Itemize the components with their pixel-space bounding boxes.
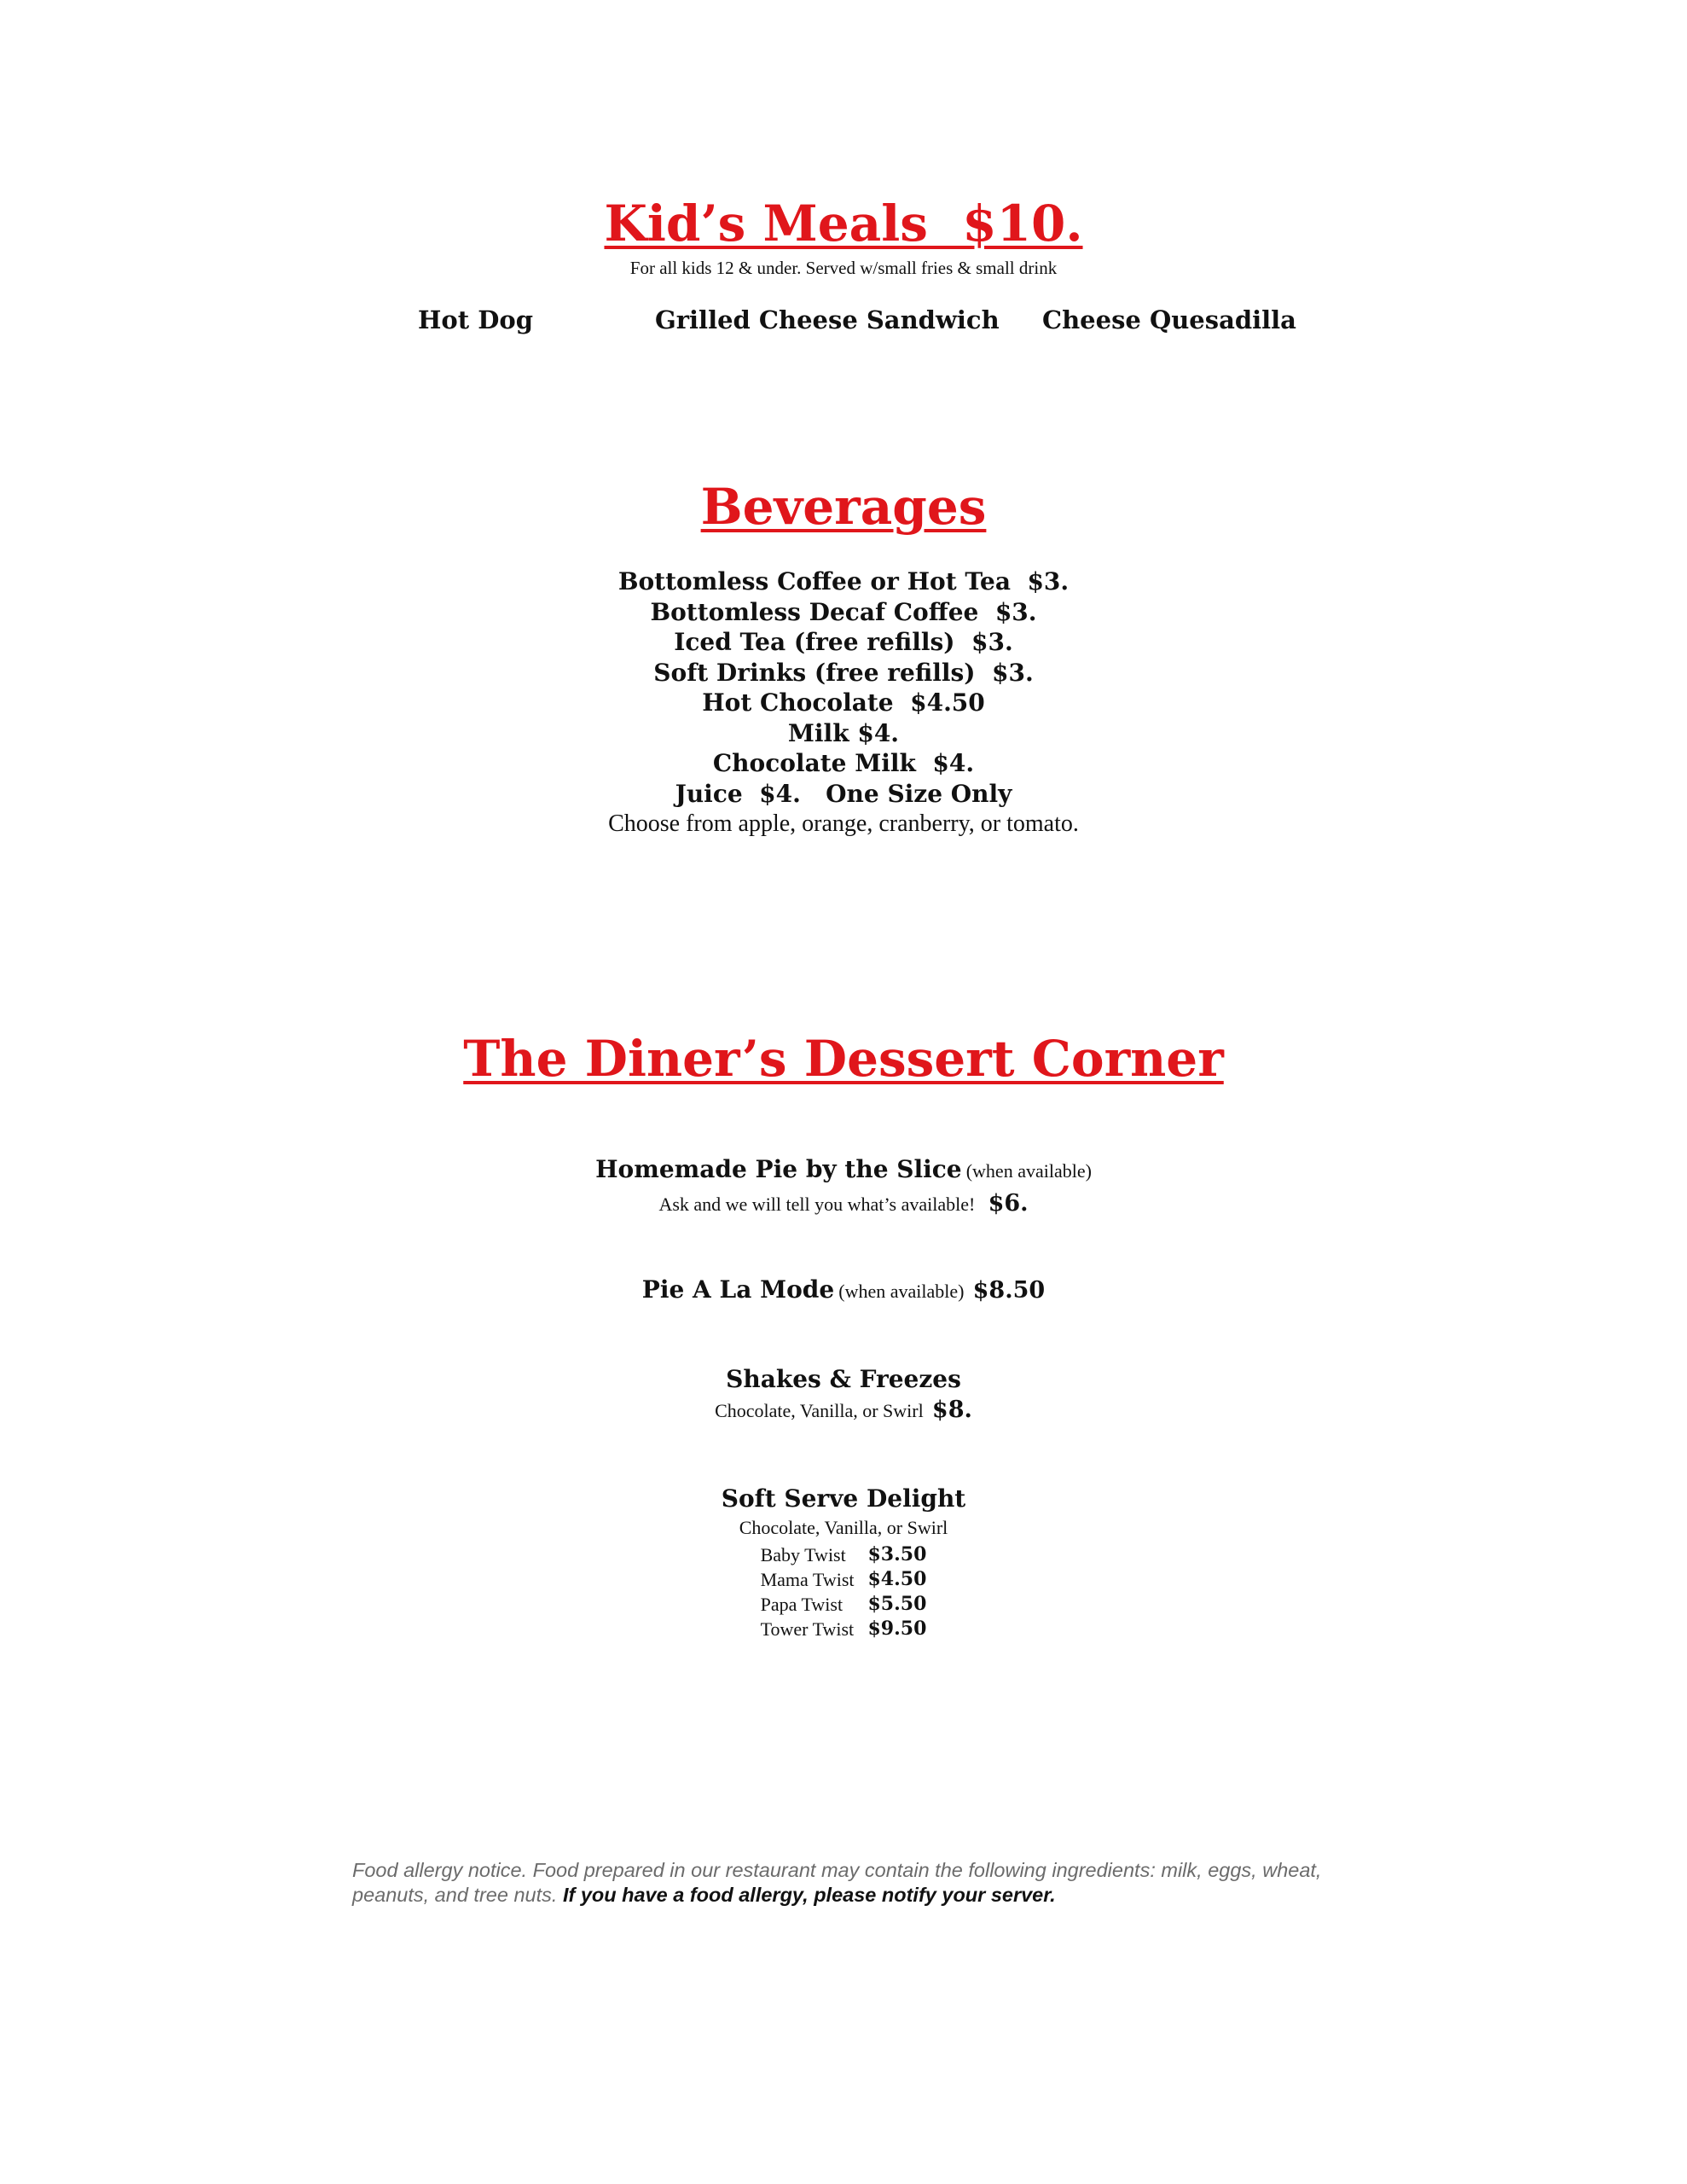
kids-meals-subtitle: For all kids 12 & under. Served w/small fries & small drink	[629, 258, 1058, 278]
size-price: $4.50	[867, 1568, 927, 1590]
soft-serve-item	[0, 1484, 1687, 1641]
list-item	[754, 1617, 934, 1641]
beverage-item: Milk $4.	[787, 718, 900, 747]
shakes-price: $8.	[931, 1397, 972, 1423]
soft-serve-sizes	[754, 1542, 934, 1641]
pie-by-slice-item	[0, 1153, 1687, 1221]
list-item	[754, 1567, 934, 1592]
allergy-notice	[352, 1858, 1342, 1908]
list-item	[754, 1542, 934, 1567]
size-name: Tower Twist	[760, 1618, 855, 1640]
size-price: $9.50	[867, 1618, 927, 1640]
beverage-item: Chocolate Milk $4.	[712, 749, 975, 777]
beverages-list	[0, 566, 1687, 839]
size-price: $5.50	[867, 1593, 927, 1615]
pie-price: $6.	[988, 1190, 1029, 1217]
pie-title: Homemade Pie by the Slice	[595, 1155, 962, 1183]
shakes-title: Shakes & Freezes	[726, 1365, 961, 1393]
allergy-notice-emphasis: If you have a food allergy, please notify your server.	[562, 1884, 1056, 1906]
beverage-item: Bottomless Decaf Coffee $3.	[650, 597, 1037, 626]
a-la-mode-availability: (when available)	[838, 1281, 965, 1302]
kids-item-grilled-cheese: Grilled Cheese Sandwich	[655, 305, 1000, 334]
beverage-item: Soft Drinks (free refills) $3.	[653, 658, 1034, 687]
kids-item-quesadilla: Cheese Quesadilla	[1042, 305, 1296, 334]
a-la-mode-title: Pie A La Mode	[641, 1275, 835, 1304]
size-name: Baby Twist	[760, 1544, 846, 1565]
soft-serve-flavors: Chocolate, Vanilla, or Swirl	[739, 1517, 948, 1538]
list-item	[754, 1592, 934, 1617]
allergy-notice-text: Food allergy notice. Food prepared in our restaurant may contain the following ingredients: milk, eggs, wheat, peanuts, and tree nuts.	[352, 1859, 1322, 1906]
kids-item-hot-dog: Hot Dog	[418, 305, 534, 334]
shakes-flavors: Chocolate, Vanilla, or Swirl	[715, 1400, 924, 1421]
dessert-heading: The Diner’s Dessert Corner	[463, 1030, 1224, 1088]
size-price: $3.50	[867, 1543, 927, 1565]
pie-note: Ask and we will tell you what’s available!	[658, 1194, 976, 1215]
kids-meals-heading: Kid’s Meals $10.	[604, 195, 1083, 253]
soft-serve-title: Soft Serve Delight	[721, 1484, 966, 1513]
pie-availability: (when available)	[965, 1160, 1092, 1182]
pie-a-la-mode-item	[0, 1274, 1687, 1310]
beverage-item: Bottomless Coffee or Hot Tea $3.	[617, 567, 1070, 595]
size-name: Mama Twist	[760, 1569, 855, 1590]
beverage-item: Iced Tea (free refills) $3.	[674, 628, 1013, 656]
beverages-heading: Beverages	[700, 478, 987, 536]
a-la-mode-price: $8.50	[972, 1277, 1046, 1304]
beverage-item: Juice $4. One Size Only	[675, 779, 1012, 808]
shakes-item	[0, 1364, 1687, 1428]
size-name: Papa Twist	[760, 1594, 844, 1615]
beverage-item: Hot Chocolate $4.50	[702, 688, 985, 717]
juice-choice-note: Choose from apple, orange, cranberry, or tomato.	[608, 810, 1079, 837]
